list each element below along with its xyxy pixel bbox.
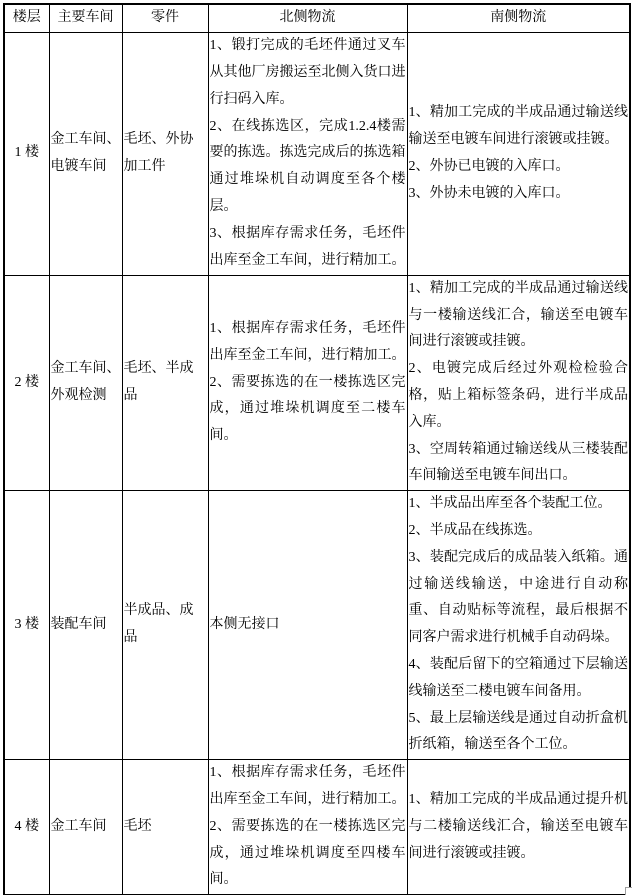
floor-3-north-logistics [208, 491, 407, 760]
floor-2-north-logistics [208, 275, 407, 490]
table-row-floor-2 [4, 275, 630, 490]
south-item: 3、装配完成后的成品装入纸箱。通过输送线输送，中途进行自动称重、自动贴标等流程，最后根据不同客户需求进行机械手自动码垛。 [408, 549, 628, 646]
north-item: 2、需要拣选的在一楼拣选区完成，通过堆垛机调度至四楼车间。 [209, 818, 406, 888]
south-item: 1、半成品出库至各个装配工位。 [408, 496, 612, 512]
table-header-row [4, 4, 630, 32]
south-item: 3、外协未电镀的入库口。 [408, 185, 570, 201]
north-item: 3、根据库存需求任务，毛坯件出库至金工车间，进行精加工。 [209, 225, 406, 268]
floor-4-north-logistics [208, 760, 407, 895]
floor-2-workshop: 金工车间、外观检测 [49, 275, 122, 490]
north-item: 2、需要拣选的在一楼拣选区完成，通过堆垛机调度至二楼车间。 [209, 374, 406, 444]
table-row-floor-1 [4, 32, 630, 275]
south-item: 2、半成品在线拣选。 [408, 522, 542, 538]
header-cell-floor: 楼层 [4, 4, 49, 32]
north-item: 本侧无接口 [209, 616, 280, 632]
floor-1-workshop: 金工车间、电镀车间 [49, 32, 122, 275]
floor-1-label: 1 楼 [4, 32, 49, 275]
floor-4-south-logistics [407, 760, 630, 895]
floor-2-parts: 毛坯、半成品 [122, 275, 208, 490]
south-item: 2、外协已电镀的入库口。 [408, 158, 570, 174]
floor-2-label: 2 楼 [4, 275, 49, 490]
table-resize-handle[interactable] [625, 887, 632, 895]
header-cell-parts: 零件 [122, 4, 208, 32]
floor-3-workshop: 装配车间 [49, 491, 122, 760]
south-item: 5、最上层输送线是通过自动折盒机折纸箱，输送至各个工位。 [408, 710, 628, 753]
floor-3-south-logistics [407, 491, 630, 760]
south-item: 2、电镀完成后经过外观检检验合格，贴上箱标签条码，进行半成品入库。 [408, 361, 628, 430]
floor-1-south-logistics [407, 32, 630, 275]
floor-3-label: 3 楼 [4, 491, 49, 760]
floor-4-label: 4 楼 [4, 760, 49, 895]
floor-3-parts: 半成品、成品 [122, 491, 208, 760]
table-row-floor-4 [4, 760, 630, 895]
floor-4-workshop: 金工车间 [49, 760, 122, 895]
north-item: 2、在线拣选区，完成1.2.4楼需要的拣选。拣选完成后的拣选箱通过堆垛机自动调度至各个楼层。 [209, 118, 406, 214]
north-item: 1、根据库存需求任务，毛坯件出库至金工车间，进行精加工。 [209, 320, 406, 363]
table-row-floor-3 [4, 491, 630, 760]
north-item: 1、根据库存需求任务，毛坯件出库至金工车间，进行精加工。 [209, 765, 406, 807]
header-cell-south: 南侧物流 [407, 4, 630, 32]
floor-logistics-table [3, 3, 631, 895]
south-item: 1、精加工完成的半成品通过输送线输送至电镀车间进行滚镀或挂镀。 [408, 105, 628, 147]
south-item: 3、空周转箱通过输送线从三楼装配车间输送至电镀车间出口。 [408, 441, 628, 484]
north-item: 1、锻打完成的毛坯件通过叉车从其他厂房搬运至北侧入货口进行扫码入库。 [209, 38, 406, 107]
south-item: 1、精加工完成的半成品通过提升机与二楼输送线汇合，输送至电镀车间进行滚镀或挂镀。 [408, 791, 628, 861]
floor-1-north-logistics [208, 32, 407, 275]
south-item: 4、装配后留下的空箱通过下层输送线输送至二楼电镀车间备用。 [408, 656, 628, 699]
floor-2-south-logistics [407, 275, 630, 490]
header-cell-workshop: 主要车间 [49, 4, 122, 32]
header-cell-north: 北侧物流 [208, 4, 407, 32]
floor-1-parts: 毛坯、外协加工件 [122, 32, 208, 275]
south-item: 1、精加工完成的半成品通过输送线与一楼输送线汇合，输送至电镀车间进行滚镀或挂镀。 [408, 280, 628, 350]
floor-4-parts: 毛坯 [122, 760, 208, 895]
